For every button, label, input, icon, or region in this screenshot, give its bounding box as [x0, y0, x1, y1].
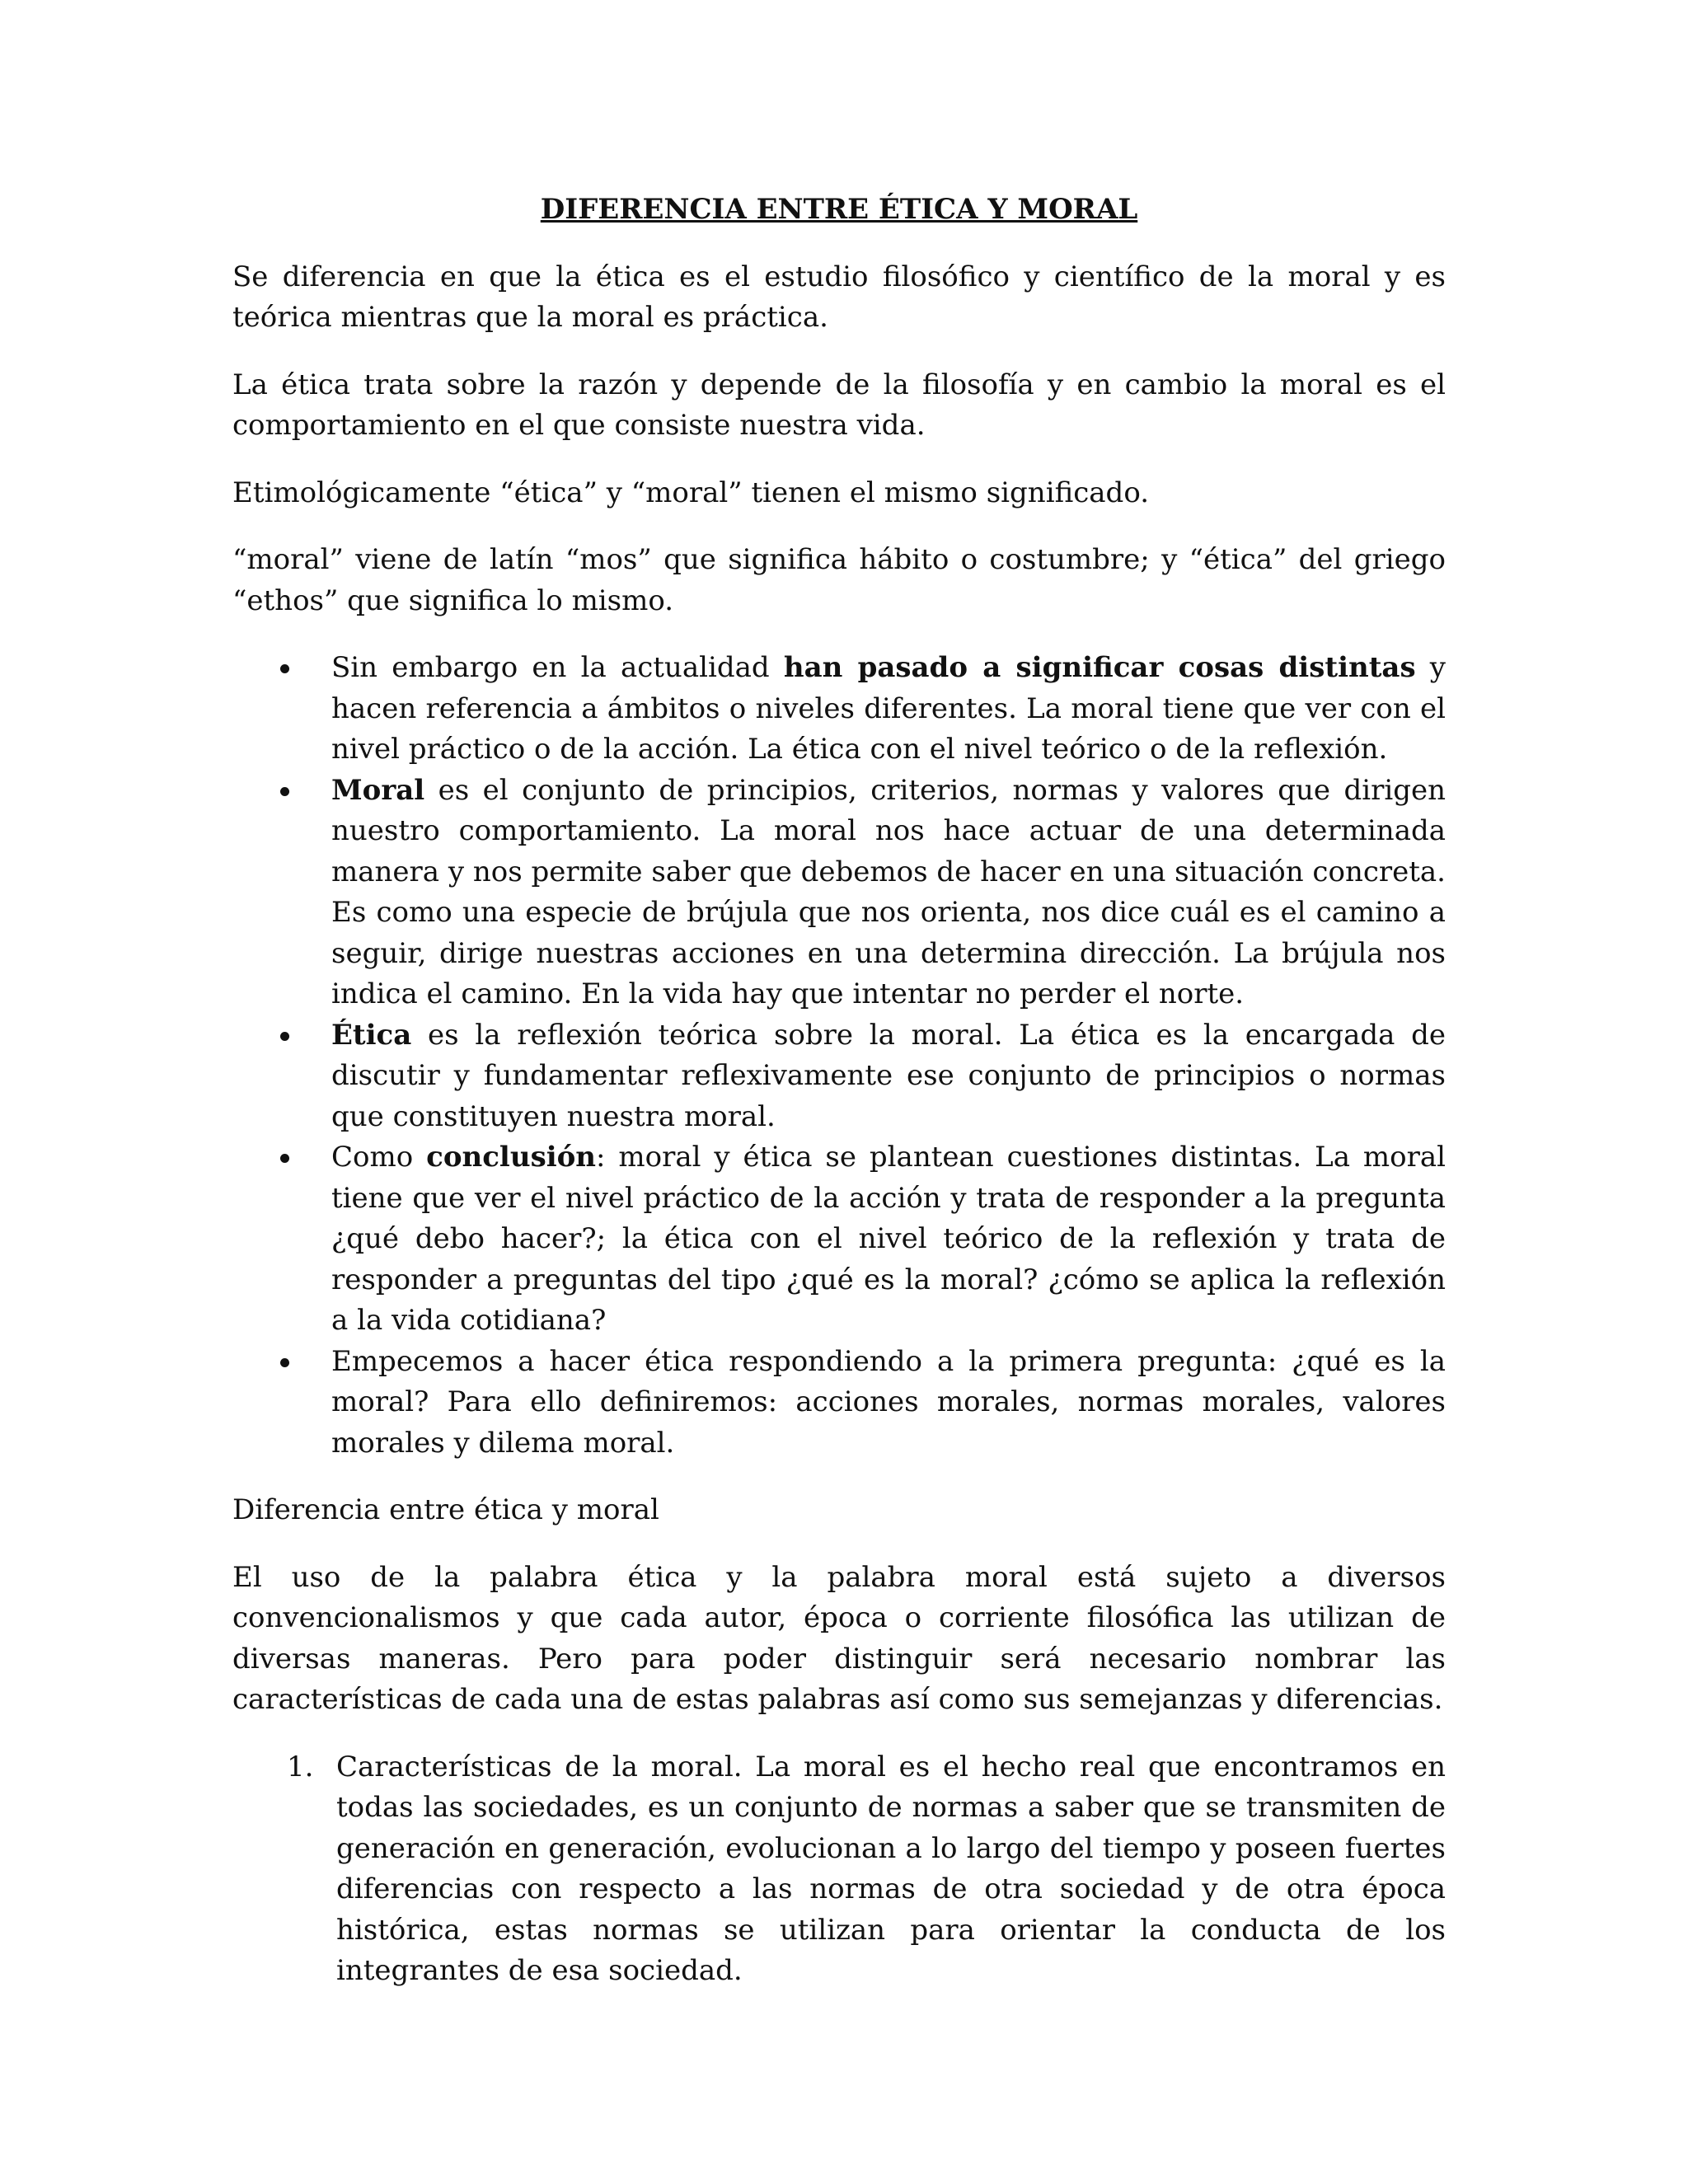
- numbered-item-text: Características de la moral. La moral es el hecho real que encontramos en todas las sociedades, es un conjunto de normas a saber que se transmiten de generación en generación, evolucionan a lo largo del tiempo y poseen fuertes diferencias con respecto a las normas de otra sociedad y de otra época histórica, estas normas se utilizan para orientar la conducta de los integrantes de esa sociedad.: [336, 1750, 1446, 1987]
- bullet-text-bold: Moral: [331, 773, 425, 807]
- bullet-item: [232, 771, 1446, 1015]
- bullet-text-bold: Ética: [331, 1018, 412, 1052]
- bullet-icon: [280, 1154, 289, 1163]
- subheading: Diferencia entre ética y moral: [232, 1493, 659, 1526]
- bullet-item: [232, 1015, 1446, 1138]
- numbered-item: [232, 1747, 1446, 1992]
- bullet-item: [232, 648, 1446, 771]
- bullet-text-pre: Sin embargo en la actualidad: [331, 651, 784, 684]
- bullet-text-bold: han pasado a significar cosas distintas: [783, 651, 1416, 684]
- bullet-item: [232, 1342, 1446, 1465]
- paragraph-4: “moral” viene de latín “mos” que significa hábito o costumbre; y “ética” del griego “ethos” que significa lo mismo.: [232, 543, 1446, 617]
- paragraph-3: Etimológicamente “ética” y “moral” tienen el mismo significado.: [232, 476, 1150, 509]
- bullet-text-post: es la reflexión teórica sobre la moral. La ética es la encargada de discutir y fundamentar reflexivamente ese conjunto de principios o normas que constituyen nuestra moral.: [331, 1018, 1446, 1133]
- bullet-icon: [280, 1032, 289, 1041]
- numbered-list: [232, 1747, 1446, 1992]
- bullet-list: [232, 648, 1446, 1464]
- bullet-icon: [280, 664, 289, 673]
- bullet-text-pre: Como: [331, 1141, 427, 1174]
- bullet-text-pre: Empecemos a hacer ética respondiendo a la primera pregunta: ¿qué es la moral? Para ello definiremos: acciones morales, normas morales, valores morales y dilema moral.: [331, 1344, 1446, 1460]
- document-page: [232, 190, 1446, 1992]
- document-title: DIFERENCIA ENTRE ÉTICA Y MORAL: [540, 193, 1138, 226]
- bullet-text-post: : moral y ética se plantean cuestiones distintas. La moral tiene que ver el nivel práctico de la acción y trata de responder a la pregunta ¿qué debo hacer?; la ética con el nivel teórico de la reflexión y trata de responder a preguntas del tipo ¿qué es la moral? ¿cómo se aplica la reflexión a la vida cotidiana?: [331, 1141, 1446, 1337]
- paragraph-5: El uso de la palabra ética y la palabra moral está sujeto a diversos convencionalismos y que cada autor, época o corriente filosófica las utilizan de diversas maneras. Pero para poder distinguir será necesario nombrar las características de cada una de estas palabras así como sus semejanzas y diferencias.: [232, 1560, 1446, 1716]
- bullet-icon: [280, 787, 289, 796]
- list-number: 1.: [287, 1750, 314, 1783]
- bullet-icon: [280, 1358, 289, 1367]
- paragraph-1: Se diferencia en que la ética es el estudio filosófico y científico de la moral y es teórica mientras que la moral es práctica.: [232, 260, 1446, 334]
- bullet-text-bold: conclusión: [426, 1141, 597, 1174]
- bullet-text-post: es el conjunto de principios, criterios, normas y valores que dirigen nuestro comportamiento. La moral nos hace actuar de una determinada manera y nos permite saber que debemos de hacer en una situación concreta. Es como una especie de brújula que nos orienta, nos dice cuál es el camino a seguir, dirige nuestras acciones en una determina dirección. La brújula nos indica el camino. En la vida hay que intentar no perder el norte.: [331, 773, 1446, 1010]
- bullet-text-post: y hacen referencia a ámbitos o niveles diferentes. La moral tiene que ver con el nivel práctico o de la acción. La ética con el nivel teórico o de la reflexión.: [331, 651, 1447, 766]
- paragraph-2: La ética trata sobre la razón y depende de la filosofía y en cambio la moral es el comportamiento en el que consiste nuestra vida.: [232, 368, 1446, 442]
- bullet-item: [232, 1137, 1446, 1342]
